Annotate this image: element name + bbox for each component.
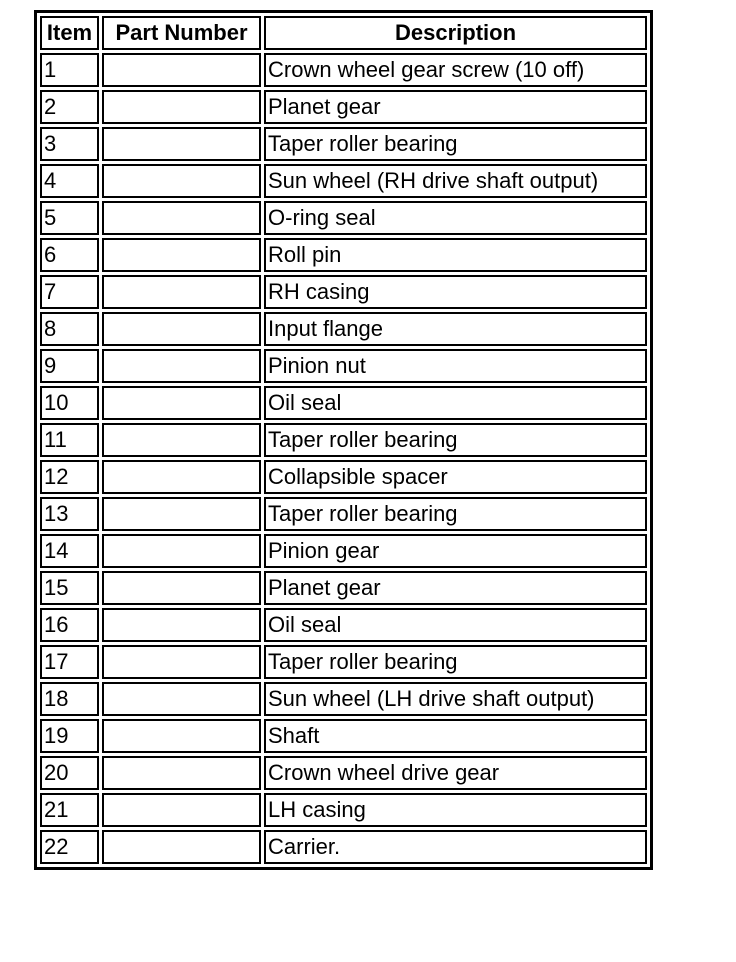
description-cell: Oil seal: [264, 608, 647, 642]
description-cell: Taper roller bearing: [264, 423, 647, 457]
part-number-cell: [102, 682, 261, 716]
table-row: [40, 571, 647, 605]
table-body: [40, 53, 647, 864]
description-cell: Carrier.: [264, 830, 647, 864]
table-row: [40, 423, 647, 457]
parts-table: [34, 10, 653, 870]
item-cell: 12: [40, 460, 99, 494]
table-row: [40, 756, 647, 790]
item-cell: 15: [40, 571, 99, 605]
description-cell: Shaft: [264, 719, 647, 753]
part-number-cell: [102, 719, 261, 753]
part-number-cell: [102, 793, 261, 827]
item-cell: 20: [40, 756, 99, 790]
description-cell: Crown wheel drive gear: [264, 756, 647, 790]
item-cell: 13: [40, 497, 99, 531]
table-row: [40, 127, 647, 161]
table-row: [40, 53, 647, 87]
item-cell: 3: [40, 127, 99, 161]
part-number-cell: [102, 645, 261, 679]
table-row: [40, 534, 647, 568]
item-cell: 14: [40, 534, 99, 568]
description-cell: Taper roller bearing: [264, 497, 647, 531]
item-cell: 7: [40, 275, 99, 309]
table-row: [40, 645, 647, 679]
item-cell: 5: [40, 201, 99, 235]
table-row: [40, 719, 647, 753]
item-cell: 22: [40, 830, 99, 864]
part-number-cell: [102, 386, 261, 420]
item-cell: 19: [40, 719, 99, 753]
item-cell: 18: [40, 682, 99, 716]
table-header: [40, 16, 647, 50]
description-cell: Pinion gear: [264, 534, 647, 568]
item-cell: 11: [40, 423, 99, 457]
description-cell: Crown wheel gear screw (10 off): [264, 53, 647, 87]
item-cell: 4: [40, 164, 99, 198]
description-cell: Planet gear: [264, 571, 647, 605]
part-number-cell: [102, 608, 261, 642]
table-row: [40, 90, 647, 124]
part-number-cell: [102, 127, 261, 161]
table-row: [40, 164, 647, 198]
description-cell: Planet gear: [264, 90, 647, 124]
part-number-cell: [102, 497, 261, 531]
description-cell: Collapsible spacer: [264, 460, 647, 494]
part-number-cell: [102, 238, 261, 272]
header-part-number: Part Number: [102, 16, 261, 50]
item-cell: 10: [40, 386, 99, 420]
part-number-cell: [102, 756, 261, 790]
table-row: [40, 275, 647, 309]
table-row: [40, 349, 647, 383]
table-row: [40, 201, 647, 235]
table-row: [40, 460, 647, 494]
item-cell: 16: [40, 608, 99, 642]
item-cell: 17: [40, 645, 99, 679]
part-number-cell: [102, 830, 261, 864]
description-cell: Taper roller bearing: [264, 127, 647, 161]
description-cell: Roll pin: [264, 238, 647, 272]
part-number-cell: [102, 164, 261, 198]
header-item: Item: [40, 16, 99, 50]
table-row: [40, 793, 647, 827]
item-cell: 8: [40, 312, 99, 346]
table-row: [40, 608, 647, 642]
part-number-cell: [102, 53, 261, 87]
part-number-cell: [102, 460, 261, 494]
part-number-cell: [102, 349, 261, 383]
item-cell: 1: [40, 53, 99, 87]
description-cell: Taper roller bearing: [264, 645, 647, 679]
part-number-cell: [102, 201, 261, 235]
item-cell: 6: [40, 238, 99, 272]
description-cell: RH casing: [264, 275, 647, 309]
description-cell: LH casing: [264, 793, 647, 827]
description-cell: Pinion nut: [264, 349, 647, 383]
description-cell: O-ring seal: [264, 201, 647, 235]
table-row: [40, 497, 647, 531]
part-number-cell: [102, 312, 261, 346]
header-row: [40, 16, 647, 50]
part-number-cell: [102, 90, 261, 124]
description-cell: Sun wheel (LH drive shaft output): [264, 682, 647, 716]
description-cell: Oil seal: [264, 386, 647, 420]
table-row: [40, 386, 647, 420]
part-number-cell: [102, 534, 261, 568]
header-description: Description: [264, 16, 647, 50]
description-cell: Input flange: [264, 312, 647, 346]
part-number-cell: [102, 571, 261, 605]
description-cell: Sun wheel (RH drive shaft output): [264, 164, 647, 198]
item-cell: 9: [40, 349, 99, 383]
item-cell: 21: [40, 793, 99, 827]
table-row: [40, 830, 647, 864]
part-number-cell: [102, 423, 261, 457]
table-row: [40, 312, 647, 346]
item-cell: 2: [40, 90, 99, 124]
table-row: [40, 682, 647, 716]
part-number-cell: [102, 275, 261, 309]
table-row: [40, 238, 647, 272]
